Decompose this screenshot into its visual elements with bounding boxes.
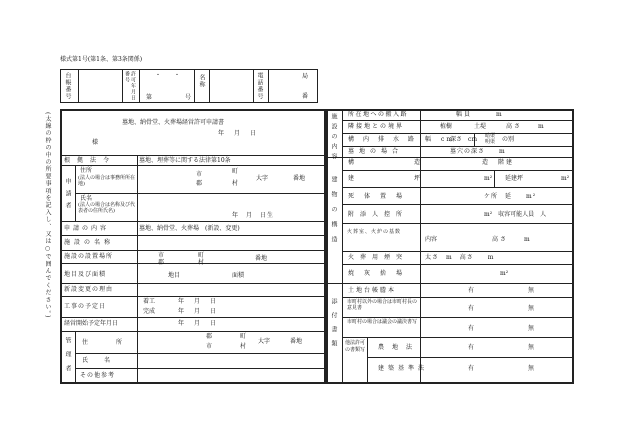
attach-opinion-label: 市町村以外の場合は市町村長の意見書 [347, 299, 418, 311]
building-structure-label: 構造 [348, 159, 481, 166]
application-type-label: 申請の内容 [64, 225, 110, 232]
law-label [64, 157, 134, 164]
land-chimoku: 地目 [168, 272, 181, 279]
application-title: 墓地、納骨堂、火葬場経営許可申請書 [122, 119, 225, 126]
ledger-number-label: 台帳番号 [64, 72, 71, 100]
facility-name-header-label: 名称 [198, 74, 205, 88]
manager-address-label: 住所 [82, 339, 151, 346]
facility-gun: 郡 [158, 259, 165, 266]
permit-number-suffix: 号 [185, 94, 192, 101]
form-title: 様式第1号(第1条、第3条関係) [60, 56, 143, 63]
operation-start-date: 年 月 日 [178, 320, 219, 327]
facility-banchi: 番地 [255, 255, 268, 262]
land-area: 面積 [232, 272, 245, 279]
drainage-suffix: の別 [502, 136, 515, 143]
manager-banchi: 番地 [290, 338, 303, 345]
attach-farmland-law-label: 農地法 [378, 344, 421, 351]
building-structure-value: 造 階建 [482, 159, 515, 166]
name-label: 氏名 [80, 195, 93, 202]
waiting-room-label: 附添人控所 [348, 211, 409, 218]
attach-council-label: 市町村の場合は議会の議決書写 [347, 319, 418, 325]
attach-council-no: 無 [528, 325, 535, 332]
address-town: 町 [232, 168, 239, 175]
manager-label: 管理者 [64, 337, 71, 379]
manager-name-label: 氏名 [82, 357, 127, 364]
attach-farmland-yes: 有 [468, 344, 475, 351]
furnace-label: 火葬室、火炉の基数 [347, 229, 402, 235]
operation-start-label: 経営開始予定年月日 [64, 320, 119, 327]
permit-number-prefix: 第 [146, 94, 153, 101]
law-value: 墓地、埋葬等に関する法律第10条 [139, 157, 231, 164]
attach-building-law-no: 無 [528, 365, 535, 372]
phone-label: 電話番号 [256, 72, 263, 100]
attach-opinion-yes: 有 [468, 305, 475, 312]
chimney-label: 火葬用煙突 [348, 254, 409, 261]
address-banchi: 番地 [293, 175, 306, 182]
schedule-end-label: 完成 [143, 308, 156, 315]
attach-other-permits-label: 他法許可の書類写 [345, 340, 366, 353]
application-date: 年 月 日 [218, 130, 259, 137]
facility-village: 村 [198, 259, 205, 266]
adjacent-mound: 土堤 [474, 123, 487, 130]
attach-farmland-no: 無 [528, 344, 535, 351]
manager-city: 市 [206, 343, 213, 350]
drainage-type-a: 暗渠 [485, 133, 496, 139]
address-city: 市 [196, 171, 203, 178]
other-reference-label: その他参考 [80, 372, 116, 379]
address-label: 住所 [80, 167, 93, 174]
address-aza: 大字 [256, 175, 269, 182]
furnace-height: 高さ m [492, 236, 532, 243]
grave-case-label: 墓地の場合 [348, 148, 404, 155]
phone-number-label: 番 [302, 93, 309, 100]
ash-disposal-label: 焼灰捨場 [348, 270, 413, 277]
attach-council-yes: 有 [468, 325, 475, 332]
phone-exchange-label: 局 [302, 73, 309, 80]
facility-city: 市 [158, 252, 165, 259]
adjacent-boundary-label: 隣接地との境界 [348, 123, 405, 130]
morgue-label: 死体置場 [348, 193, 413, 200]
chimney-value: 太さ m 高さ m [425, 254, 495, 261]
drainage-width: 幅 cm [425, 136, 455, 143]
schedule-end-date: 年 月 日 [178, 308, 219, 315]
grave-depth: 墓穴の深さ m [450, 148, 506, 155]
schedule-start-label: 着工 [143, 298, 156, 305]
furnace-content-label: 内容 [425, 236, 438, 243]
permit-date-separator: ・ [174, 72, 181, 79]
attach-land-ledger-label: 土地台帳謄本 [348, 287, 397, 294]
change-reason-label: 新設変更の理由 [64, 286, 114, 293]
land-label: 地目及び面積 [64, 271, 107, 278]
attach-opinion-no: 無 [528, 305, 535, 312]
floor-total-unit: m² [561, 175, 570, 182]
schedule-label: 工事の予定日 [64, 303, 107, 310]
name-corp-note: (法人の場合は名称及び代表者の住所氏名) [78, 202, 135, 214]
permit-date-label: 許可年月日番号 [124, 71, 136, 101]
address-village: 村 [232, 180, 239, 187]
drainage-depth: 深さ cm [450, 136, 478, 143]
morgue-value: ケ所 延 m² [484, 193, 537, 200]
birth-date-label: 年 月 日生 [232, 212, 275, 219]
facility-content-section-label: 施設の内容 [330, 113, 337, 163]
ash-disposal-unit: m² [500, 270, 509, 277]
floor-total-label: 延建坪 [505, 175, 524, 182]
attach-building-law-label: 建築基準法 [378, 365, 429, 372]
addressee: 様 [92, 139, 99, 146]
manager-village: 村 [240, 343, 247, 350]
access-road-width: 幅員 m [456, 111, 504, 118]
adjacent-hedge: 植樹 [440, 123, 453, 130]
instruction-note: (太線の枠の中の所要事項を記入し、又は○で囲んでください。) [44, 112, 51, 319]
manager-town: 町 [240, 333, 247, 340]
drainage-label: 構内排水路 [348, 136, 424, 143]
floor-area-label: 建坪 [348, 175, 481, 182]
building-structure-section-label: 建物の構造 [330, 176, 337, 251]
facility-town: 町 [198, 252, 205, 259]
permit-date-separator: ・ [155, 72, 162, 79]
adjacent-height: 高さ m [506, 123, 546, 130]
schedule-start-date: 年 月 日 [178, 298, 219, 305]
attachments-section-label: 添付書類 [330, 298, 337, 354]
address-corp-note: (法人の場合は事務所所在地) [78, 175, 135, 187]
address-gun: 郡 [196, 180, 203, 187]
drainage-type-b: 明渠 [485, 139, 496, 145]
manager-gun: 郡 [206, 333, 213, 340]
law-label-text: 根拠法令 [64, 157, 117, 164]
applicant-label: 申請者 [64, 178, 71, 214]
attach-building-law-yes: 有 [468, 365, 475, 372]
application-type-value: 墓地、納骨堂、火葬場 (新設、変更) [139, 225, 240, 232]
attach-land-ledger-yes: 有 [468, 287, 475, 294]
waiting-room-value: m² 収容可能人員 人 [484, 211, 547, 218]
attach-land-ledger-no: 無 [528, 287, 535, 294]
facility-name-label: 施設の名称 [64, 239, 115, 246]
manager-aza: 大字 [258, 338, 271, 345]
facility-location-label: 施設の設置場所 [64, 253, 114, 260]
floor-area-unit: m² [484, 175, 493, 182]
access-road-label: 所在地への搬入路 [348, 111, 409, 118]
